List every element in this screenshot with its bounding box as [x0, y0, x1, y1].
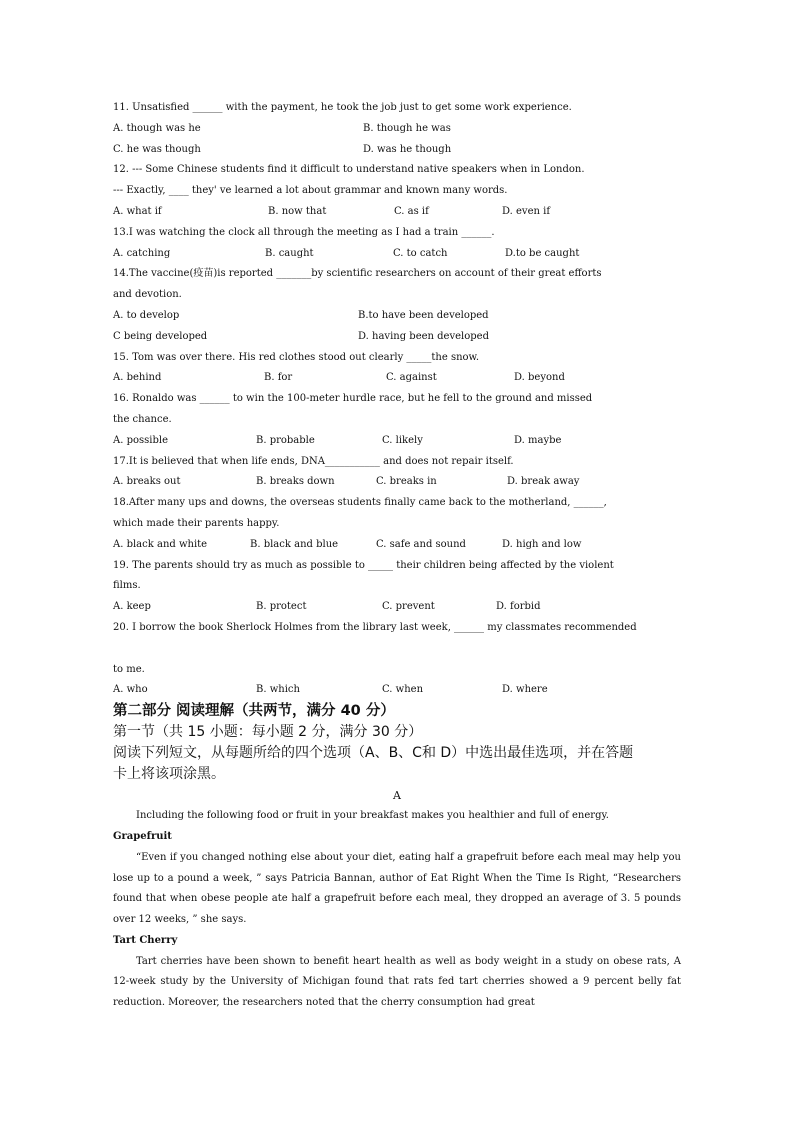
question-item [113, 348, 681, 390]
question-text: 20. I borrow the book Sherlock Holmes from the library last week, ______ my classmates recommended [113, 621, 637, 633]
answer-option: D. having been developed [358, 330, 489, 342]
answer-option: D. high and low [502, 538, 582, 550]
answer-option: C being developed [113, 330, 208, 342]
question-item [113, 160, 681, 222]
answer-option: A. keep [113, 601, 151, 613]
answer-option: A. though was he [113, 122, 201, 134]
answer-options [113, 535, 681, 556]
answer-options [113, 306, 681, 327]
question-text: films. [113, 580, 141, 592]
answer-option: B. caught [265, 247, 314, 259]
answer-option: C. breaks in [376, 476, 437, 488]
question-list [113, 98, 681, 701]
question-item [113, 493, 681, 555]
answer-option: C. to catch [393, 247, 448, 259]
question-item [113, 98, 681, 160]
question-text: 16. Ronaldo was ______ to win the 100-meter hurdle race, but he fell to the ground and missed [113, 393, 593, 405]
answer-option: A. what if [113, 205, 162, 217]
answer-options [113, 244, 681, 265]
question-text: and devotion. [113, 289, 182, 301]
passage-intro: Including the following food or fruit in your breakfast makes you healthier and full of energy. [136, 810, 609, 822]
answer-option: B. now that [268, 205, 327, 217]
answer-option: C. prevent [382, 601, 435, 613]
section-subtitle: 第一节（共 15 小题：每小题 2 分，满分 30 分） [113, 724, 423, 741]
question-text: which made their parents happy. [113, 517, 280, 529]
answer-option: B. protect [256, 601, 307, 613]
instruction-line-2: 卡上将该项涂黑。 [113, 766, 225, 783]
answer-option: C. as if [394, 205, 429, 217]
answer-option: D.to be caught [505, 247, 580, 259]
question-text: 19. The parents should try as much as possible to _____ their children being affected by the violent [113, 559, 614, 571]
answer-option: B. black and blue [250, 538, 339, 550]
question-item [113, 223, 681, 265]
answer-option: D. beyond [514, 372, 565, 384]
answer-option: C. he was though [113, 143, 201, 155]
passage-label: A [393, 789, 401, 803]
answer-option: B. though he was [363, 122, 451, 134]
answer-option: B.to have been developed [358, 309, 489, 321]
answer-options [113, 431, 681, 452]
answer-option: A. breaks out [113, 476, 181, 488]
question-text: 14.The vaccine(疫苗)is reported _______by scientific researchers on account of their great efforts [113, 268, 602, 280]
question-text: 17.It is believed that when life ends, DNA___________ and does not repair itself. [113, 455, 514, 467]
question-text: the chance. [113, 413, 172, 425]
answer-option: A. catching [113, 247, 171, 259]
answer-options [113, 597, 681, 618]
question-text: 18.After many ups and downs, the overseas students finally came back to the motherland, ______, [113, 497, 607, 509]
answer-options [113, 119, 681, 140]
blank-line [113, 639, 681, 660]
answer-option: B. breaks down [256, 476, 335, 488]
answer-option: C. when [382, 684, 424, 696]
answer-option: B. probable [256, 434, 315, 446]
paragraph-tart-cherry: Tart cherries have been shown to benefit heart health as well as body weight in a study on obese rats, A 12-week study by the University of Michigan found that rats fed tart cherries showed a 9 percent belly fat reduction. Moreover, the researchers noted that the cherry consumption had great [113, 955, 681, 1009]
answer-option: D. where [502, 684, 548, 696]
answer-option: A. behind [113, 372, 162, 384]
answer-option: C. likely [382, 434, 423, 446]
question-text: 12. --- Some Chinese students find it difficult to understand native speakers when in London. [113, 164, 585, 176]
answer-options [113, 472, 681, 493]
question-item [113, 452, 681, 494]
answer-options [113, 327, 681, 348]
answer-options [113, 368, 681, 389]
answer-option: A. who [113, 684, 148, 696]
exam-page [113, 98, 681, 1014]
question-text: 13.I was watching the clock all through the meeting as I had a train ______. [113, 226, 495, 238]
question-item [113, 556, 681, 618]
question-item [113, 264, 681, 347]
answer-option: A. possible [113, 434, 168, 446]
paragraph-grapefruit: “Even if you changed nothing else about your diet, eating half a grapefruit before each meal may help you lose up to a pound a week, ” says Patricia Bannan, author of Eat Right When the Time Is Right, “Researchers found that when obese people ate half a grapefruit before each meal, they dropped an average of 3. 5 pounds over 12 weeks, ” she says. [113, 851, 681, 926]
answer-option: B. for [264, 372, 293, 384]
answer-options [113, 140, 681, 161]
answer-option: B. which [256, 684, 300, 696]
answer-option: A. black and white [113, 538, 208, 550]
question-text: 11. Unsatisfied ______ with the payment, he took the job just to get some work experience. [113, 102, 572, 113]
question-text: to me. [113, 663, 145, 675]
question-item [113, 618, 681, 701]
question-item [113, 389, 681, 451]
answer-option: D. even if [502, 205, 551, 217]
question-text: --- Exactly, ____ they' ve learned a lot about grammar and known many words. [113, 185, 508, 197]
section-title: 第二部分 阅读理解（共两节，满分 40 分） [113, 703, 395, 720]
answer-option: D. break away [507, 476, 580, 488]
question-text: 15. Tom was over there. His red clothes stood out clearly _____the snow. [113, 351, 480, 363]
answer-option: A. to develop [113, 309, 180, 321]
instruction-line-1: 阅读下列短文，从每题所给的四个选项（A、B、C和 D）中选出最佳选项，并在答题 [113, 745, 634, 762]
answer-options [113, 202, 681, 223]
answer-options [113, 680, 681, 701]
answer-option: D. maybe [514, 434, 562, 446]
answer-option: C. safe and sound [376, 538, 466, 550]
subheading-tart-cherry: Tart Cherry [113, 934, 178, 946]
answer-option: C. against [386, 372, 437, 384]
answer-option: D. forbid [496, 601, 541, 613]
subheading-grapefruit: Grapefruit [113, 830, 172, 842]
answer-option: D. was he though [363, 143, 452, 155]
